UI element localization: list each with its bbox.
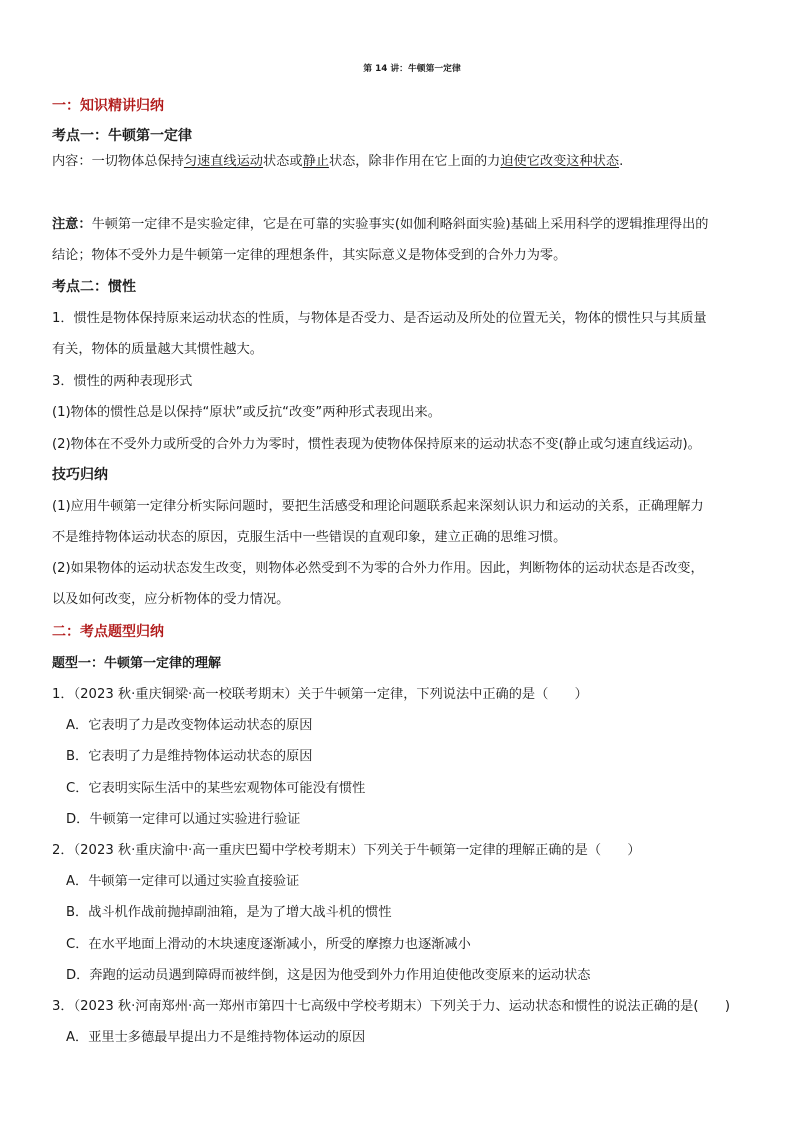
- note-line-2: 结论；物体不受外力是牛顿第一定律的理想条件，其实际意义是物体受到的合外力为零。: [52, 248, 567, 263]
- inertia-item-1-line-2: 有关，物体的质量越大其惯性越大。: [52, 342, 263, 357]
- question-2-option-d: D．奔跑的运动员遇到障碍而被绊倒，这是因为他受到外力作用迫使他改变原来的运动状态: [66, 968, 591, 983]
- question-1-option-d: D．牛顿第一定律可以通过实验进行验证: [66, 812, 301, 827]
- question-1-option-a: A．它表明了力是改变物体运动状态的原因: [66, 718, 313, 733]
- section-heading-knowledge: 一：知识精讲归纳: [52, 98, 164, 114]
- content-text-4: .: [619, 154, 624, 169]
- point-heading-newton-first-law: 考点一：牛顿第一定律: [52, 128, 192, 144]
- question-1-option-c: C．它表明实际生活中的某些宏观物体可能没有惯性: [66, 781, 366, 796]
- question-2-stem: 2．（2023 秋·重庆渝中·高一重庆巴蜀中学校考期末）下列关于牛顿第一定律的理解正确的是（ ）: [52, 843, 641, 858]
- question-3-option-a: A．亚里士多德最早提出力不是维持物体运动的原因: [66, 1030, 366, 1045]
- question-1-option-b: B．它表明了力是维持物体运动状态的原因: [66, 749, 313, 764]
- content-label: 内容：: [52, 154, 92, 169]
- skill-1-line-2: 不是维持物体运动状态的原因，克服生活中一些错误的直观印象，建立正确的思维习惯。: [52, 530, 567, 545]
- inertia-sub-1: (1)物体的惯性总是以保持“原状”或反抗“改变”两种形式表现出来。: [52, 405, 441, 420]
- question-2-option-b: B．战斗机作战前抛掉副油箱，是为了增大战斗机的惯性: [66, 905, 392, 920]
- inertia-item-3: 3．惯性的两种表现形式: [52, 374, 193, 389]
- skill-1-line-1: (1)应用牛顿第一定律分析实际问题时，要把生活感受和理论问题联系起来深刻认识力和运动的关系，正确理解力: [52, 499, 704, 514]
- inertia-sub-2: (2)物体在不受外力或所受的合外力为零时，惯性表现为使物体保持原来的运动状态不变(静止或匀速直线运动)。: [52, 437, 701, 452]
- content-text-3: 状态，除非作用在它上面的力: [328, 154, 501, 169]
- content-text-1: 一切物体总保持: [91, 154, 184, 169]
- page-title: 第 14 讲：牛顿第一定律: [363, 64, 461, 74]
- section-heading-question-types: 二：考点题型归纳: [52, 624, 164, 640]
- content-text-2: 状态或: [263, 154, 303, 169]
- note-text-1: 牛顿第一定律不是实验定律，它是在可靠的实验事实(如伽利略斜面实验)基础上采用科学的逻辑推理得出的: [91, 217, 709, 232]
- point-heading-inertia: 考点二：惯性: [52, 279, 136, 295]
- question-1-stem: 1．（2023 秋·重庆铜梁·高一校联考期末）关于牛顿第一定律，下列说法中正确的是（ ）: [52, 687, 588, 702]
- underlined-force-change: 迫使它改变这种状态: [500, 154, 620, 169]
- skill-2-line-2: 以及如何改变，应分析物体的受力情况。: [52, 592, 290, 607]
- question-2-option-a: A．牛顿第一定律可以通过实验直接验证: [66, 874, 300, 889]
- skill-2-line-1: (2)如果物体的运动状态发生改变，则物体必然受到不为零的合外力作用。因此，判断物体的运动状态是否改变，: [52, 561, 704, 576]
- law-content: [52, 153, 623, 171]
- skills-heading: 技巧归纳: [52, 467, 108, 483]
- underlined-uniform-motion: 匀速直线运动: [183, 154, 263, 169]
- question-3-stem: 3．（2023 秋·河南郑州·高一郑州市第四十七高级中学校考期末）下列关于力、运动状态和惯性的说法正确的是( ): [52, 999, 731, 1014]
- note-label: 注意：: [52, 217, 92, 232]
- note-line-1: [52, 216, 708, 234]
- question-2-option-c: C．在水平地面上滑动的木块速度逐渐减小，所受的摩擦力也逐渐减小: [66, 937, 471, 952]
- inertia-item-1-line-1: 1．惯性是物体保持原来运动状态的性质，与物体是否受力、是否运动及所处的位置无关，物体的惯性只与其质量: [52, 311, 707, 326]
- underlined-rest: 静止: [302, 154, 329, 169]
- question-type-1: 题型一：牛顿第一定律的理解: [52, 656, 222, 671]
